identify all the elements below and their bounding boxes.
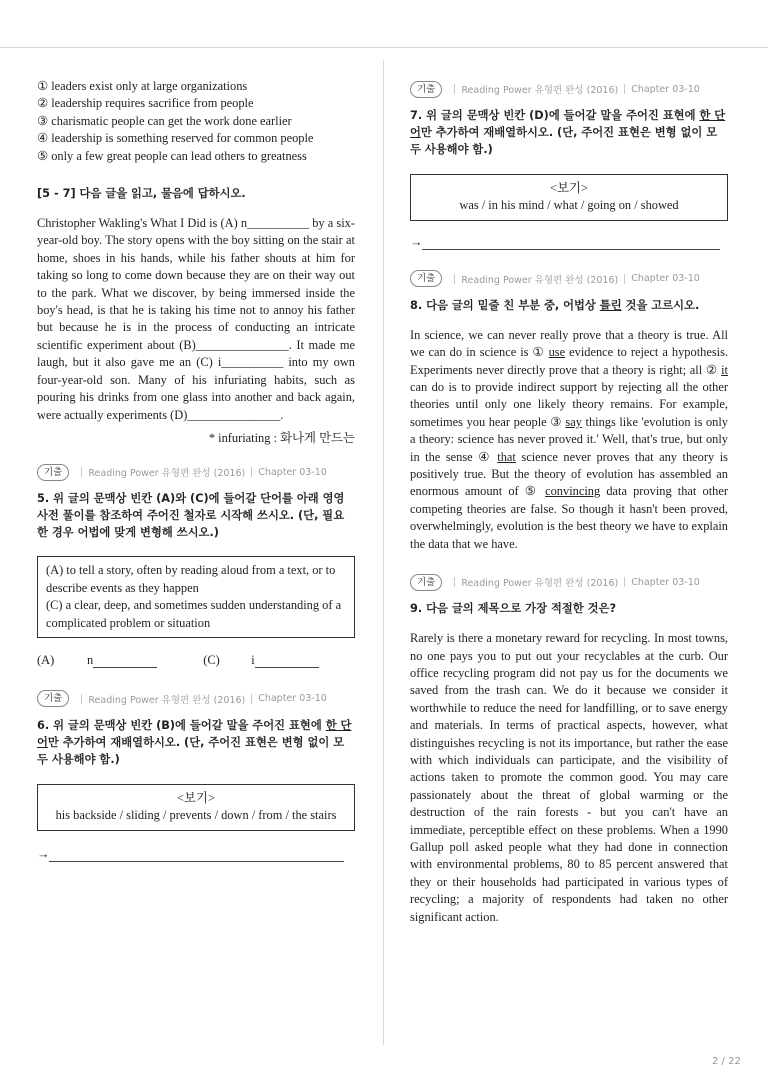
arrow-icon: → — [410, 234, 423, 249]
past-exam-badge: 기출 — [410, 574, 442, 591]
chapter-text: Chapter 03-10 — [258, 466, 327, 478]
example-box-words: his backside / sliding / prevents / down / from / the stairs — [55, 808, 337, 823]
example-box-title: <보기> — [550, 181, 588, 195]
definition-a: (A) to tell a story, often by reading aloud from a text, or to describe events as they happen — [46, 563, 336, 595]
example-box-words: was / in his mind / what / going on / showed — [459, 198, 679, 213]
page-number: 2 / 22 — [712, 1056, 741, 1067]
footnote: * infuriating : 화나게 만드는 — [208, 430, 355, 445]
chapter-text: Chapter 03-10 — [631, 83, 700, 95]
q5-source-line — [37, 463, 355, 481]
option-1: ① leaders exist only at large organizations — [37, 79, 248, 93]
example-box — [410, 174, 728, 221]
passage-text: science never proves that any theory is positively true. But the theory of evolution has assembled an enormous amount of ⑤ — [410, 449, 728, 499]
option-3: ③ charismatic people can get the work done earlier — [37, 113, 292, 128]
question-text: 6. 위 글의 문맥상 빈칸 (B)에 들어갈 말을 주어진 표현에 — [37, 718, 326, 732]
separator — [454, 274, 455, 284]
passage-text: evidence to reject a hypothesis. Experiments never directly prove that a theory is right; all ② — [410, 345, 729, 377]
set-heading: [5 - 7] 다음 글을 읽고, 물음에 답하시오. — [37, 187, 246, 201]
option-5: ⑤ only a few great people can lead others to greatness — [37, 148, 307, 163]
question-text: 7. 위 글의 문맥상 빈칸 (D)에 들어갈 말을 주어진 표현에 — [410, 109, 700, 122]
reading-passage: Christopher Wakling's What I Did is (A) n__________ by a six-year-old boy. The story opens with the boy sitting on the stair at home, shoes in his hands, while his father shouts at him for taking so long to come down because they are on their way out to the park. What we discover, by being immersed inside the boy's head, is that he is taking his time not to annoy his father but because he is in the process of conducting an intricate scientific experiment about (B)_______________. It made me laugh, but it also gave me an (C) i__________ into my own four-year-old son. Many of his infuriating habits, such as pouring his drinks from one glass into another and back again, were actually experiments (D)_______________. — [37, 216, 355, 422]
separator — [454, 84, 455, 94]
question-9: 9. 다음 글의 제목으로 가장 적절한 것은? — [410, 602, 616, 616]
answer-c-blank[interactable] — [255, 653, 319, 668]
q7-answer-line — [410, 235, 728, 250]
answer-c-letter: i — [251, 652, 255, 667]
question-7 — [410, 107, 728, 158]
source-text: Reading Power 유형편 완성 (2016) — [461, 578, 619, 590]
option-4: ④ leadership is something reserved for common people — [37, 131, 314, 146]
q9-source-line — [410, 573, 728, 591]
q8-source-line — [410, 270, 728, 288]
past-exam-badge: 기출 — [37, 690, 69, 707]
underlined-choice-5[interactable]: convincing — [545, 484, 601, 499]
past-exam-badge: 기출 — [410, 81, 442, 98]
past-exam-badge: 기출 — [37, 464, 69, 481]
answer-options-q4 — [37, 78, 355, 165]
underlined-choice-4[interactable]: that — [497, 449, 516, 464]
chapter-text: Chapter 03-10 — [631, 576, 700, 588]
question-6 — [37, 717, 355, 768]
separator — [624, 274, 625, 284]
grammar-passage — [410, 327, 728, 553]
underlined-choice-1[interactable]: use — [548, 345, 566, 360]
source-text: Reading Power 유형편 완성 (2016) — [461, 85, 619, 96]
answer-blank[interactable] — [49, 849, 344, 862]
past-exam-badge: 기출 — [410, 270, 442, 287]
separator — [624, 84, 625, 94]
example-box — [37, 784, 355, 831]
separator — [81, 467, 82, 477]
question-text: 만 추가하여 재배열하시오. (단, 주어진 표현은 변형 없이 모두 사용해야 함.) — [37, 735, 345, 766]
chapter-text: Chapter 03-10 — [258, 693, 327, 705]
q7-source-line — [410, 80, 728, 98]
answer-a-blank[interactable] — [93, 653, 157, 668]
separator — [624, 577, 625, 587]
separator — [251, 467, 252, 477]
underlined-text: 한 단어 — [410, 109, 726, 139]
separator — [81, 694, 82, 704]
question-text: 것을 고르시오. — [621, 298, 700, 312]
underlined-choice-2[interactable]: it — [721, 362, 728, 377]
passage-text: In science, we can never really prove that a theory is true. All we can do in science is ① — [410, 327, 728, 360]
right-column — [410, 80, 728, 926]
header-rule — [0, 47, 768, 48]
source-text: Reading Power 유형편 완성 (2016) — [88, 468, 246, 480]
passage-text: things like 'evolution is only a theory: science has never proved it.' Well, that's true, but only in the sense ④ — [410, 414, 728, 464]
q5-answer-line — [37, 650, 355, 668]
example-box-title: <보기> — [177, 790, 215, 805]
source-text: Reading Power 유형편 완성 (2016) — [88, 694, 246, 706]
option-2: ② leadership requires sacrifice from people — [37, 96, 254, 111]
question-text: 8. 다음 글의 밑줄 친 부분 중, 어법상 — [410, 298, 600, 312]
question-8 — [410, 297, 728, 314]
definition-c: (C) a clear, deep, and sometimes sudden understanding of a complicated problem or situation — [46, 598, 342, 630]
arrow-icon: → — [37, 846, 50, 861]
source-text: Reading Power 유형편 완성 (2016) — [461, 274, 619, 286]
underlined-text: 틀린 — [599, 298, 622, 312]
recycling-passage: Rarely is there a monetary reward for recycling. In most towns, no one pays you to put out your recyclables at the curb. Our office recycling program did not pay us for the documents we saved from the trash can. We do it because we consider it worthwhile to reduce the need for landfilling, or to save energy and materials. In terms of practical aspects, however, what distinguishes recycling is not its importance, but rather the ease with which individuals can participate, and the visibility of actions taken to promote the common good. You may care passionately about the threat of global warming or the destruction of the rain forests - but you can't have an immediate, perceptible effect on these problems. When a 1990 Gallup poll asked people what they had done in connection with environmental problems, 80 to 85 percent answered that they or their households had participated in various types of recycling; a majority of respondents had taken no other significant action. — [410, 631, 728, 924]
q6-source-line — [37, 690, 355, 708]
separator — [454, 577, 455, 587]
question-5: 5. 위 글의 문맥상 빈칸 (A)와 (C)에 들어갈 단어를 아래 영영사전 풀이를 참조하여 주어진 철자로 시작해 쓰시오. (단, 필요한 경우 어법에 맞게 변형해 쓰시오.) — [37, 492, 345, 540]
passage-text: data proving that other competing theories are false. So though it hasn't been proved, overwhelmingly, evolution is the best theory we have to explain the data that we have. — [410, 484, 728, 551]
answer-blank[interactable] — [422, 237, 720, 250]
separator — [251, 694, 252, 704]
underlined-choice-3[interactable]: say — [565, 414, 582, 429]
q6-answer-line — [37, 847, 355, 862]
passage-text: can do is to provide indirect support by rejecting all the other theories until only one likely theory remains. For example, sometimes you hear people ③ — [410, 380, 728, 429]
question-text: 만 추가하여 재배열하시오. (단, 주어진 표현은 변형 없이 모두 사용해야 함.) — [410, 126, 718, 156]
answer-a-letter: n — [87, 652, 94, 667]
definition-box — [37, 556, 355, 638]
column-divider — [383, 60, 384, 1045]
chapter-text: Chapter 03-10 — [631, 273, 700, 285]
answer-c-label: (C) — [203, 652, 220, 667]
answer-a-label: (A) — [37, 652, 55, 667]
underlined-text: 한 단어 — [37, 718, 352, 749]
left-column — [37, 78, 355, 862]
